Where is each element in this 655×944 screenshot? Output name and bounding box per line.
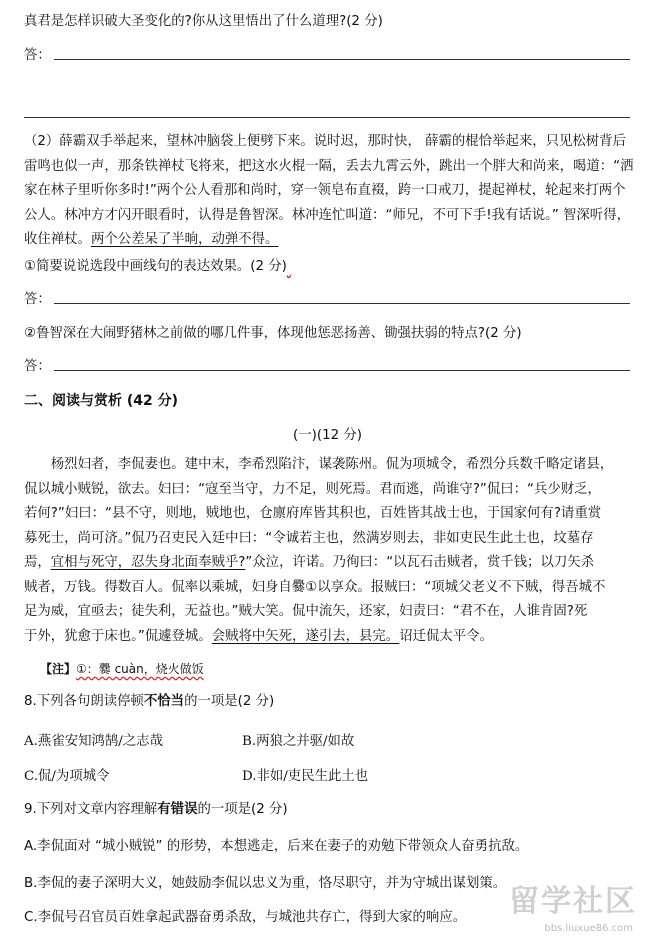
passage-line: 足为威，宜亟去；徒失利，无益也。”贼大笑。侃中流矢，还家，妇责曰：“君不在，人谁肯固?死	[24, 604, 588, 619]
answer-row-top	[24, 44, 630, 64]
option-9b: B.李侃的妻子深明大义，她鼓励李侃以忠义为重，恪尽职守，并为守城出谋划策。	[24, 876, 507, 891]
watermark-brand: 留学社区	[509, 884, 637, 919]
answer-row-2	[24, 355, 630, 375]
option-8c: C.侃/为项城令	[24, 769, 110, 784]
question-circle-1-text: ①简要说说选段中画线句的表达效果。(2 分)	[24, 259, 287, 274]
passage-line-part: 于外，犹愈于床也。”侃遽登城。	[24, 628, 212, 644]
underlined-sentence: 宜相与死守，忍失身北面奉贼乎?	[50, 555, 246, 570]
passage-2-text: （2）薛霸双手举起来，望林冲脑袋上便劈下来。说时迟，那时快， 薛霸的棍恰举起来，只见松树背后雷鸣也似一声，那条铁禅杖飞将来，把这水火棍一隔，丢去九霄云外，跳出一个胖大和尚来，喝道：“洒家在林子里听你多时!”两个公人看那和尚时，穿一领皂布直裰，跨一口戒刀，提起禅杖，轮起来打两个公人。林冲方才闪开眼看时，认得是鲁智深。林冲连忙叫道：“师兄，不可下手!我有话说。” 智深听得，收住禅杖。	[24, 134, 634, 247]
option-8b: B.两狼之并驱/如故	[242, 734, 355, 749]
question-circle-1	[24, 255, 291, 274]
annotation-note	[40, 660, 204, 677]
passage-line-part: 焉，	[24, 555, 51, 570]
underlined-sentence: 会贼将中矢死，遂引去，县完。	[211, 628, 400, 644]
passage-line	[24, 625, 634, 650]
passage-line: 募死士，尚可济。”侃乃召吏民入廷中曰：“令诚若主也，然满岁则去，非如吏民生此土也，坟墓存	[24, 530, 594, 546]
question-9	[24, 798, 288, 817]
watermark-url: bbs.liuxue86.com	[544, 923, 633, 934]
question-9-emphasis: 有错误	[157, 802, 198, 817]
answer-row-1	[24, 288, 630, 308]
question-8-text: 的一项是(2 分)	[184, 694, 275, 709]
question-8-text: 8.下列各句朗读停顿	[24, 694, 144, 709]
passage-line: 侃以城小贼锐，欲去。妇曰：“寇至当守，力不足，则死焉。君而逃，尚谁守?”侃曰：“兵少财乏，	[24, 481, 601, 497]
site-watermark	[437, 876, 637, 936]
question-8-emphasis: 不恰当	[143, 694, 185, 709]
question-9-text: 的一项是(2 分)	[197, 802, 288, 817]
section-title: 二、阅读与赏析 (42 分)	[24, 393, 179, 409]
answer-line	[54, 59, 630, 60]
sub-title: (一)(12 分)	[293, 428, 362, 443]
option-9a: A.李侃面对 “城小贼锐” 的形势，本想逃走，后来在妻子的劝勉下带领众人奋勇抗敌。	[24, 839, 529, 854]
answer-line	[54, 370, 630, 371]
answer-label: 答：	[24, 48, 51, 63]
passage-2	[24, 130, 634, 253]
answer-label: 答：	[24, 359, 51, 374]
passage-line: 若何?”妇曰：“县不守，则地，贼地也，仓廪府库皆其积也，百姓皆其战士也，于国家何有?请重赏	[24, 506, 602, 521]
option-8a: A.燕雀安知鸿鹄/之志哉	[24, 734, 163, 749]
passage-line: 杨烈妇者，李侃妻也。建中末，李希烈陷汴，谋袭陈州。侃为项城令，希烈分兵数千略定诸县，	[50, 457, 614, 472]
classical-passage	[24, 453, 634, 649]
passage-line: 贼者，万钱。得数百人。侃率以乘城，妇身自爨①以享众。报贼曰：“项城父老义不下贼，得吾城不	[24, 579, 606, 595]
answer-label: 答：	[24, 292, 51, 307]
note-bracket: 【注】	[40, 662, 77, 676]
passage-line-part: ”众泣，许诺。乃徇曰：“以瓦石击贼者，赏千钱；以刀矢杀	[245, 555, 594, 570]
answer-line-extra	[24, 117, 630, 118]
question-9-text: 9.下列对文章内容理解	[24, 802, 158, 817]
question-circle-2: ②鲁智深在大闹野猪林之前做的哪几件事，体现他惩恶扬善、锄强扶弱的特点?(2 分)	[24, 326, 522, 341]
answer-line	[54, 303, 630, 304]
note-text: ①：爨 cuàn，烧火做饭	[76, 662, 204, 676]
passage-line-part: 诏迁侃太平令。	[399, 628, 493, 644]
question-8	[24, 690, 274, 709]
passage-line	[24, 551, 634, 576]
option-8d: D.非如/吏民生此土也	[242, 769, 369, 784]
question-top: 真君是怎样识破大圣变化的?你从这里悟出了什么道理?(2 分)	[24, 14, 383, 29]
passage-2-underlined: 两个公差呆了半晌，动弹不得。	[90, 232, 279, 247]
option-9c: C.李侃号召官员百姓拿起武器奋勇杀敌，与城池共存亡，得到大家的响应。	[24, 910, 467, 925]
mark-squiggle	[287, 259, 291, 274]
